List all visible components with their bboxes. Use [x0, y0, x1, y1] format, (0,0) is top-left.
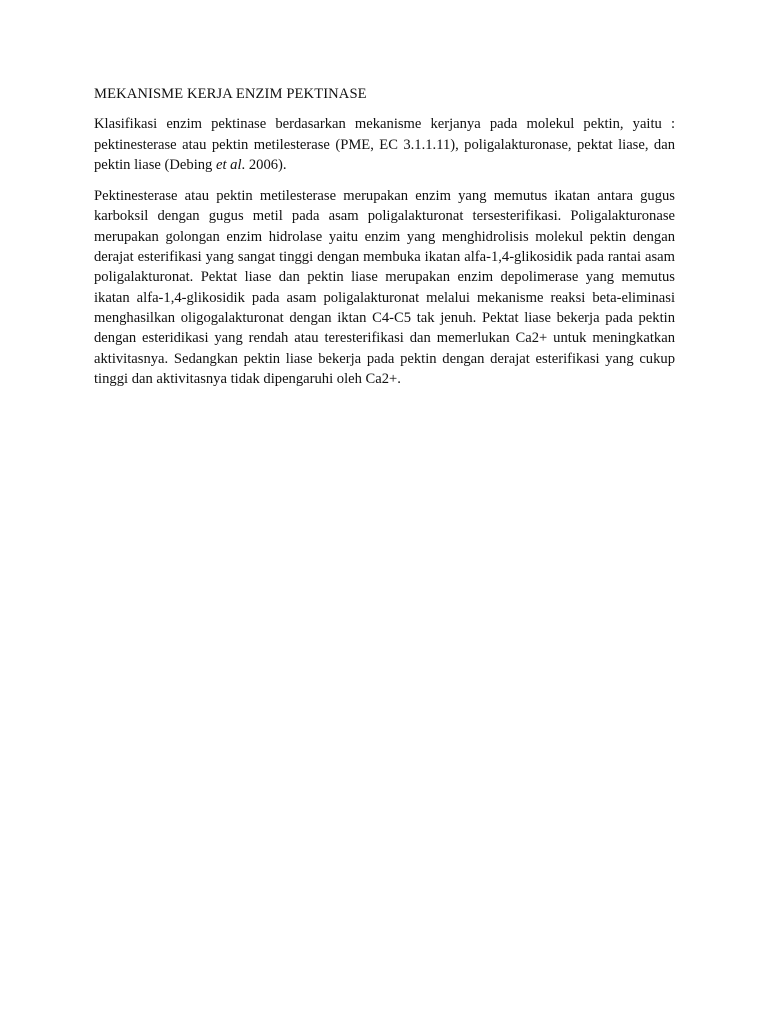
paragraph-mechanism: Pektinesterase atau pektin metilesterase merupakan enzim yang memutus ikatan antara gugus karboksil dengan gugus metil pada asam poligalakturonat tersesterifikasi. Poligalakturonase merupakan golongan enzim hidrolase yaitu enzim yang menghidrolisis molekul pektin dengan derajat esterifikasi yang sangat tinggi dengan membuka ikatan alfa-1,4-glikosidik pada rantai asam poligalakturonat. Pektat liase dan pektin liase merupakan enzim depolimerase yang memutus ikatan alfa-1,4-glikosidik pada asam poligalakturonat melalui mekanisme reaksi beta-eliminasi menghasilkan oligogalakturonat dengan iktan C4-C5 tak jenuh. Pektat liase bekerja pada pektin dengan esteridikasi yang rendah atau teresterifikasi dan memerlukan Ca2+ untuk meningkatkan aktivitasnya. Sedangkan pektin liase bekerja pada pektin dengan derajat esterifikasi yang cukup tinggi dan aktivitasnya tidak dipengaruhi oleh Ca2+. — [94, 188, 675, 387]
paragraph-classification — [94, 114, 675, 175]
citation-year: . 2006). — [241, 156, 287, 173]
document-title: MEKANISME KERJA ENZIM PEKTINASE — [94, 86, 367, 102]
document-page — [94, 84, 675, 400]
citation-et-al: et al — [216, 156, 242, 173]
paragraph-classification-text: Klasifikasi enzim pektinase berdasarkan mekanisme kerjanya pada molekul pektin, yaitu : pektinesterase atau pektin metilesterase (PME, EC 3.1.1.11), poligalakturonase, pektat liase, dan pektin liase (Debing — [94, 116, 675, 173]
